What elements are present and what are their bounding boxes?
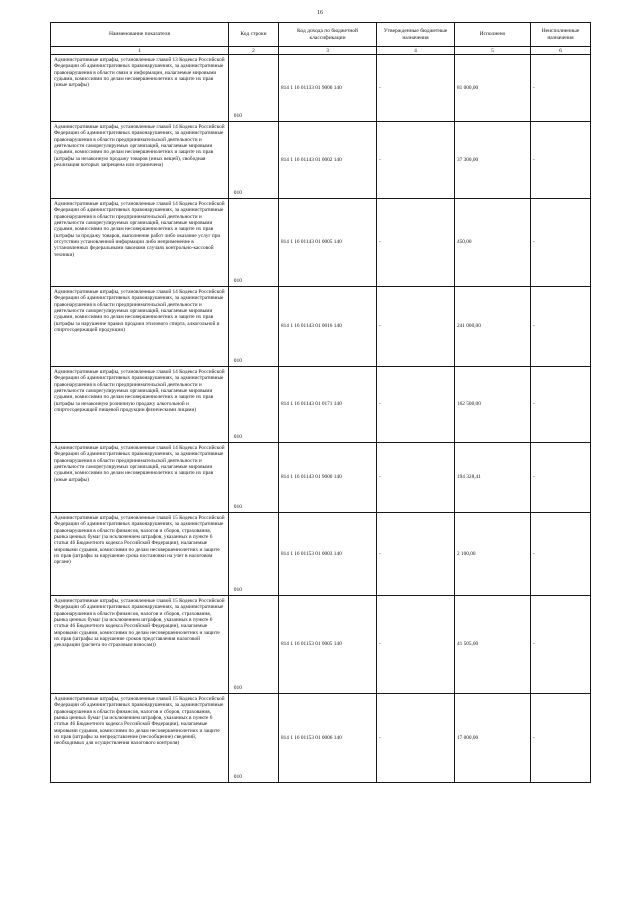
- approved-amount: -: [377, 122, 455, 199]
- unexecuted-amount: -: [531, 596, 591, 694]
- executed-amount: 41 505,00: [455, 596, 531, 694]
- table-row: [51, 367, 591, 443]
- column-number: 1: [51, 47, 229, 55]
- approved-amount: -: [377, 513, 455, 596]
- budget-code: 814 1 16 01133 01 9000 140: [279, 55, 377, 122]
- column-number: 5: [455, 47, 531, 55]
- unexecuted-amount: -: [531, 513, 591, 596]
- header-unexecuted: Неисполненные назначения: [531, 23, 591, 47]
- table-row: [51, 55, 591, 122]
- line-code-cell: [229, 513, 279, 596]
- line-code: 010: [233, 774, 242, 781]
- table-row: [51, 287, 591, 367]
- approved-amount: -: [377, 694, 455, 783]
- line-code-cell: [229, 694, 279, 783]
- line-code: 010: [233, 587, 242, 594]
- indicator-name-cell: [51, 513, 242, 596]
- approved-amount: -: [377, 443, 455, 513]
- table-row: [51, 694, 591, 783]
- indicator-name-cell: [51, 694, 242, 783]
- line-code: 010: [233, 434, 242, 441]
- indicator-name: Административные штрафы, установленные главой 15 Кодекса Российской Федерации об административных правонарушениях, за административные правонарушения в области финансов, налогов и сборов, страхования, рынка ценных бумаг (за исключением штрафов, указанных в пункте 6 статьи 46 Бюджетного кодекса Российской Федерации), налагаемые мировыми судьями, комиссиями по делам несовершеннолетних и защите их прав (штрафы за нарушение сроков представления налоговой декларации (расчета по страховым взносам)): [54, 598, 225, 649]
- indicator-name: Административные штрафы, установленные главой 15 Кодекса Российской Федерации об административных правонарушениях, за административные правонарушения в области финансов, налогов и сборов, страхования, рынка ценных бумаг (за исключением штрафов, указанных в пункте 6 статьи 46 Бюджетного кодекса Российской Федерации), налагаемые мировыми судьями, комиссиями по делам несовершеннолетних и защите их прав (штрафы за непредставление (несообщение) сведений, необходимых для осуществления налогового контроля): [54, 696, 225, 747]
- column-number: 6: [531, 47, 591, 55]
- indicator-name: Административные штрафы, установленные главой 14 Кодекса Российской Федерации об административных правонарушениях, за административные правонарушения в области предпринимательской деятельности и деятельности саморегулируемых организаций, налагаемые мировыми судьями, комиссиями по делам несовершеннолетних и защите их прав (штрафы за незаконную продажу товаров (иных вещей), свободная реализация которых запрещена или ограничена): [54, 124, 225, 169]
- executed-amount: 241 000,00: [455, 287, 531, 367]
- line-code-cell: [229, 367, 279, 443]
- indicator-name-cell: [51, 199, 242, 287]
- indicator-name: Административные штрафы, установленные главой 14 Кодекса Российской Федерации об административных правонарушениях, за административные правонарушения в области предпринимательской деятельности и деятельности саморегулируемых организаций, налагаемые мировыми судьями, комиссиями по делам несовершеннолетних и защите их прав (иные штрафы): [54, 445, 225, 483]
- approved-amount: -: [377, 596, 455, 694]
- executed-amount: 37 300,00: [455, 122, 531, 199]
- indicator-name: Административные штрафы, установленные главой 15 Кодекса Российской Федерации об административных правонарушениях, за административные правонарушения в области финансов, налогов и сборов, страхования, рынка ценных бумаг (за исключением штрафов, указанных в пункте 6 статьи 46 Бюджетного кодекса Российской Федерации), налагаемые мировыми судьями, комиссиями по делам несовершеннолетних и защите их прав (штрафы за нарушение срока постановки на учет в налоговом органе): [54, 515, 225, 566]
- line-code: 010: [233, 278, 242, 285]
- unexecuted-amount: -: [531, 287, 591, 367]
- indicator-name: Административные штрафы, установленные главой 14 Кодекса Российской Федерации об административных правонарушениях, за административные правонарушения в области предпринимательской деятельности и деятельности саморегулируемых организаций, налагаемые мировыми судьями, комиссиями по делам несовершеннолетних и защите их прав (штрафы за продажу товаров, выполнение работ либо оказание услуг при отсутствии установленной информации либо неприменение в установленных федеральными законами случаях контрольно-кассовой техники): [54, 201, 225, 258]
- line-code-cell: [229, 55, 279, 122]
- executed-amount: 81 000,00: [455, 55, 531, 122]
- executed-amount: 162 500,00: [455, 367, 531, 443]
- header-budget-code: Код дохода по бюджетной классификации: [279, 23, 377, 47]
- header-executed: Исполнено: [455, 23, 531, 47]
- unexecuted-amount: -: [531, 55, 591, 122]
- indicator-name: Административные штрафы, установленные главой 14 Кодекса Российской Федерации об административных правонарушениях, за административные правонарушения в области предпринимательской деятельности и деятельности саморегулируемых организаций, налагаемые мировыми судьями, комиссиями по делам несовершеннолетних и защите их прав (штрафы за незаконную розничную продажу алкогольной и спиртосодержащей пищевой продукции физическими лицами): [54, 369, 225, 414]
- column-number: 4: [377, 47, 455, 55]
- indicator-name-cell: [51, 443, 242, 513]
- table-row: [51, 596, 591, 694]
- line-code: 010: [233, 113, 242, 120]
- executed-amount: 450,00: [455, 199, 531, 287]
- line-code-cell: [229, 596, 279, 694]
- budget-code: 814 1 16 01143 01 0171 140: [279, 367, 377, 443]
- column-number: 3: [279, 47, 377, 55]
- indicator-name-cell: [51, 122, 242, 199]
- line-code: 010: [233, 358, 242, 365]
- approved-amount: -: [377, 55, 455, 122]
- column-number: 2: [229, 47, 279, 55]
- budget-code: 814 1 16 01143 01 0016 140: [279, 287, 377, 367]
- executed-amount: 17 000,00: [455, 694, 531, 783]
- indicator-name-cell: [51, 55, 242, 122]
- executed-amount: 2 100,00: [455, 513, 531, 596]
- indicator-name-cell: [51, 367, 242, 443]
- line-code: 010: [233, 190, 242, 197]
- unexecuted-amount: -: [531, 367, 591, 443]
- page-number: 16: [317, 10, 323, 16]
- line-code: 010: [233, 504, 242, 511]
- header-approved: Утвержденные бюджетные назначения: [377, 23, 455, 47]
- unexecuted-amount: -: [531, 443, 591, 513]
- executed-amount: 194 328,41: [455, 443, 531, 513]
- column-number-row: [51, 47, 591, 55]
- header-row: [51, 23, 591, 47]
- line-code-cell: [229, 199, 279, 287]
- table-row: [51, 199, 591, 287]
- indicator-name-cell: [51, 596, 242, 694]
- unexecuted-amount: -: [531, 122, 591, 199]
- table-row: [51, 513, 591, 596]
- line-code-cell: [229, 443, 279, 513]
- budget-code: 814 1 16 01143 01 9000 140: [279, 443, 377, 513]
- budget-code: 814 1 16 01153 01 0006 140: [279, 694, 377, 783]
- unexecuted-amount: -: [531, 199, 591, 287]
- indicator-name-cell: [51, 287, 242, 367]
- unexecuted-amount: -: [531, 694, 591, 783]
- line-code-cell: [229, 122, 279, 199]
- table-row: [51, 122, 591, 199]
- budget-code: 814 1 16 01143 01 0005 140: [279, 199, 377, 287]
- header-line-code: Код строки: [229, 23, 279, 47]
- header-name: Наименование показателя: [51, 23, 229, 47]
- line-code-cell: [229, 287, 279, 367]
- budget-code: 814 1 16 01143 01 0002 140: [279, 122, 377, 199]
- indicator-name: Административные штрафы, установленные главой 13 Кодекса Российской Федерации об административных правонарушениях, за административные правонарушения в области связи и информации, налагаемые мировыми судьями, комиссиями по делам несовершеннолетних и защите их прав (иные штрафы): [54, 57, 225, 89]
- approved-amount: -: [377, 367, 455, 443]
- indicator-name: Административные штрафы, установленные главой 14 Кодекса Российской Федерации об административных правонарушениях, за административные правонарушения в области предпринимательской деятельности и деятельности саморегулируемых организаций, налагаемые мировыми судьями, комиссиями по делам несовершеннолетних и защите их прав (штрафы за нарушение правил продажи этилового спирта, алкогольной и спиртосодержащей продукции): [54, 289, 225, 334]
- table-body: [51, 55, 591, 783]
- line-code: 010: [233, 685, 242, 692]
- report-table: [50, 22, 591, 783]
- budget-code: 814 1 16 01153 01 0003 140: [279, 513, 377, 596]
- budget-code: 814 1 16 01153 01 0005 140: [279, 596, 377, 694]
- table-row: [51, 443, 591, 513]
- approved-amount: -: [377, 287, 455, 367]
- approved-amount: -: [377, 199, 455, 287]
